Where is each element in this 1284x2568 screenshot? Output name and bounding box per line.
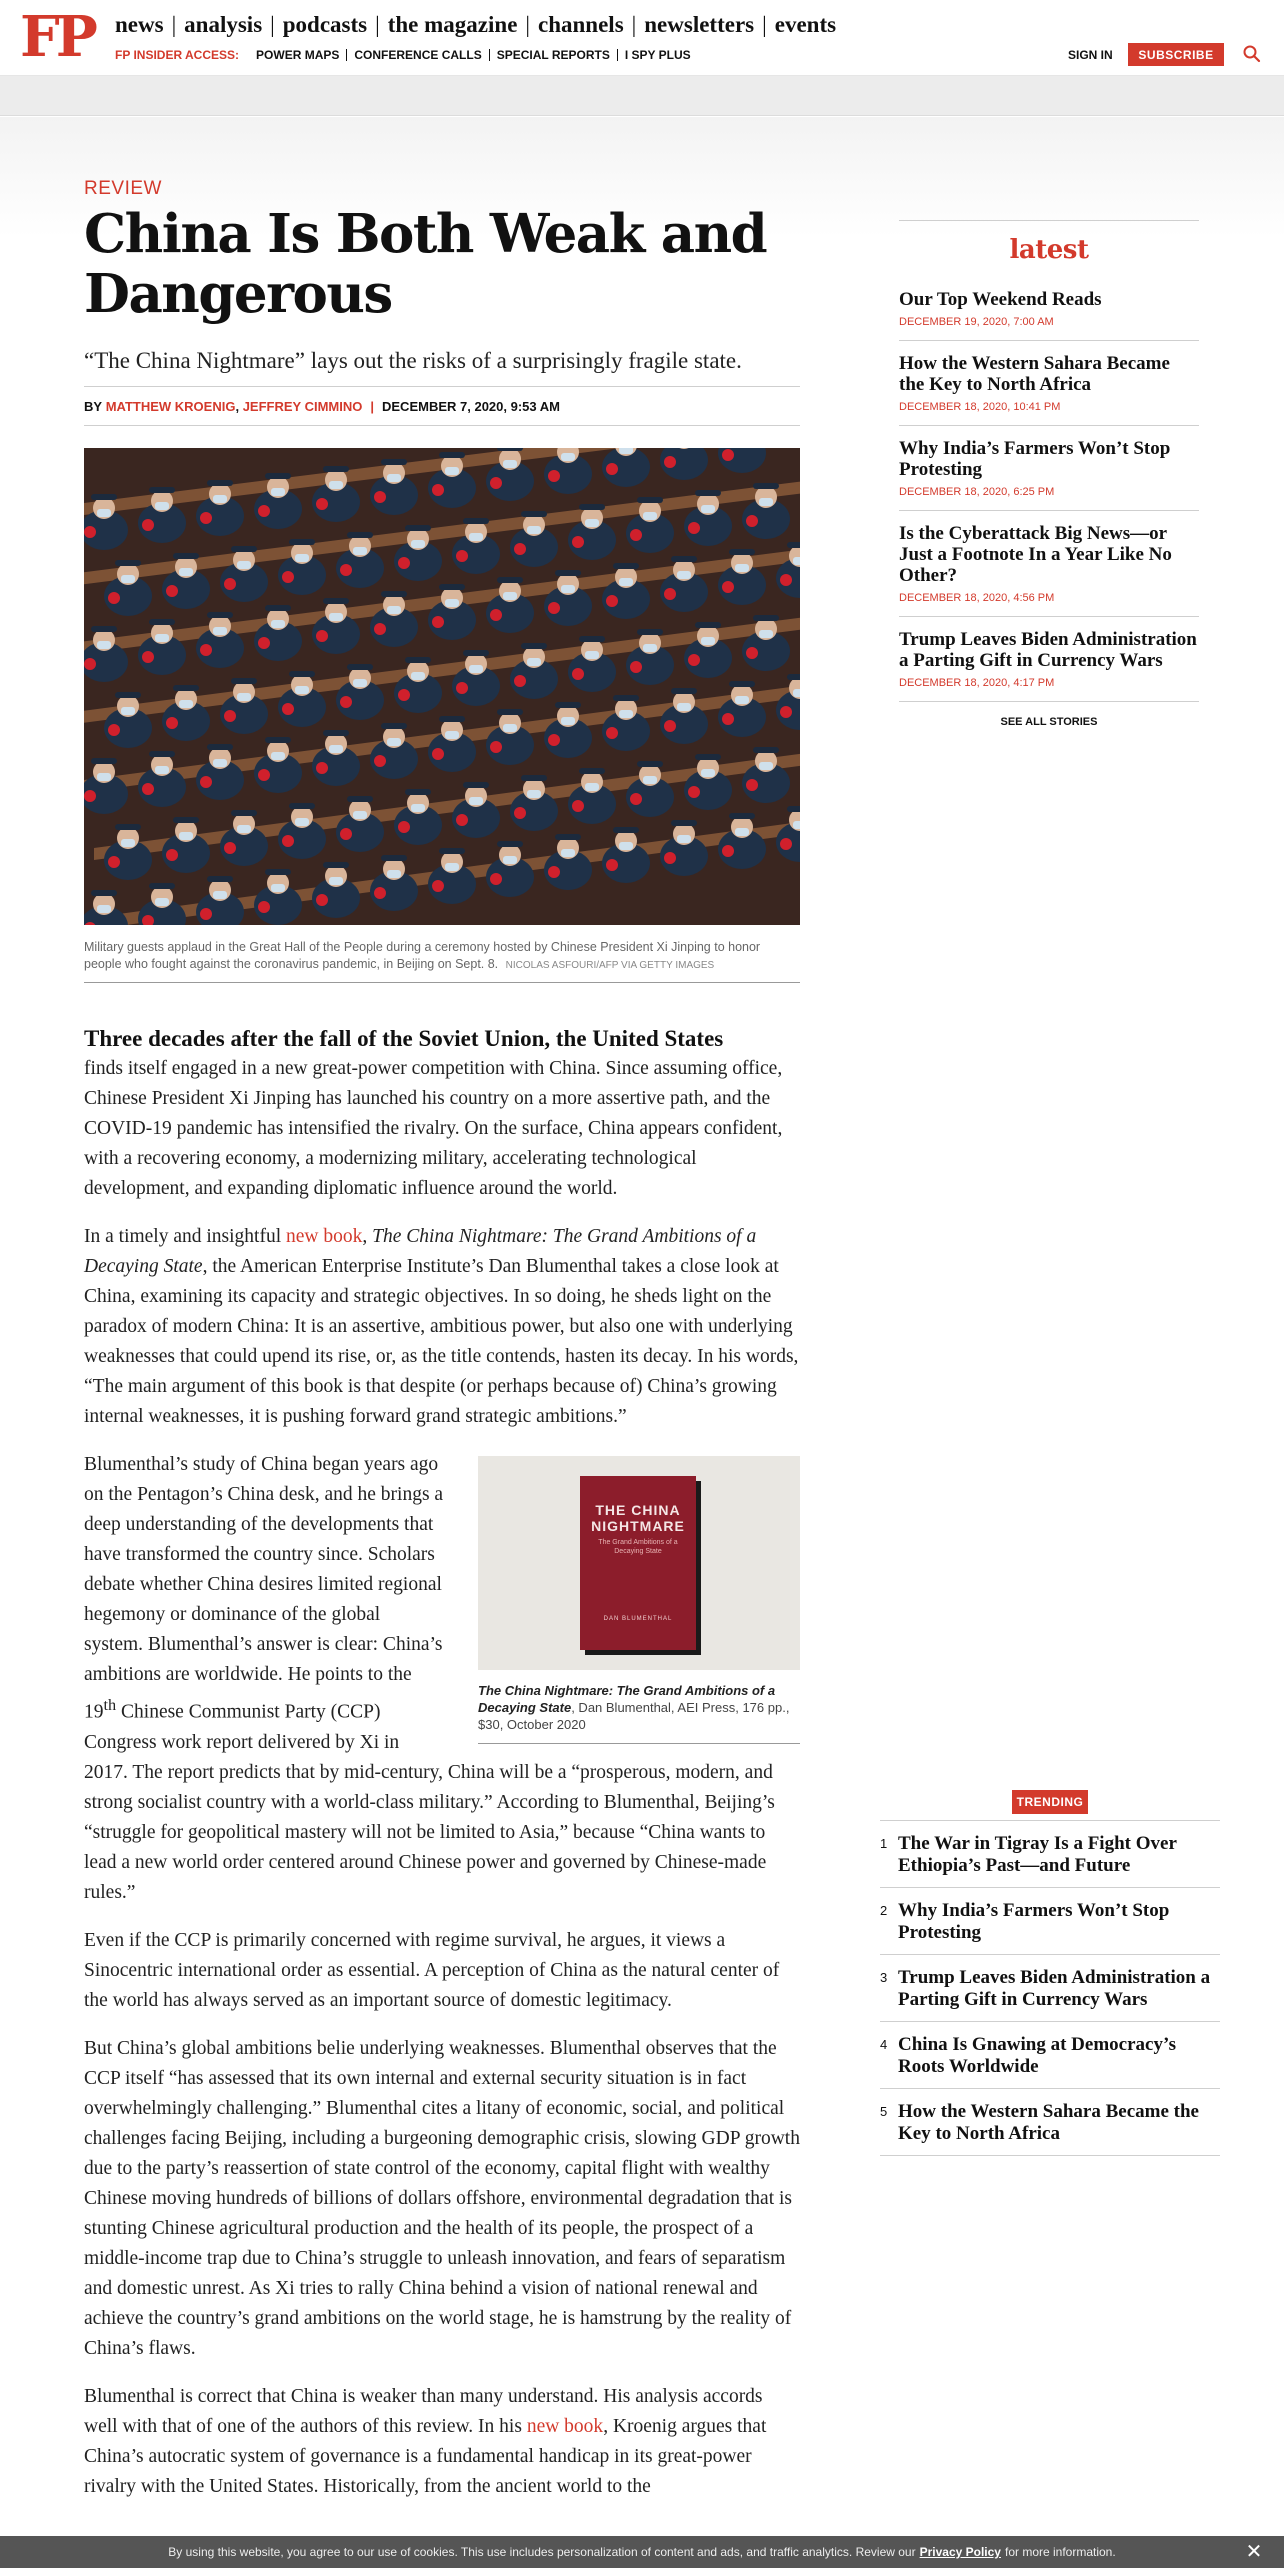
paragraph-6 (84, 2382, 800, 2502)
latest-item-headline[interactable]: How the Western Sahara Became the Key to North Africa (899, 353, 1170, 395)
latest-item-headline[interactable]: Our Top Weekend Reads (899, 289, 1102, 310)
trending-headline[interactable]: Why India’s Farmers Won’t Stop Protesting (898, 1900, 1170, 1943)
latest-item-date: DECEMBER 18, 2020, 4:56 PM (899, 592, 1055, 604)
trending-rank: 5 (880, 2104, 888, 2119)
book-feature (478, 1456, 800, 1744)
sign-in-link[interactable]: SIGN IN (1068, 48, 1113, 62)
latest-item[interactable] (899, 277, 1199, 341)
nav-separator: | (270, 12, 275, 37)
latest-item-date: DECEMBER 19, 2020, 7:00 AM (899, 316, 1054, 328)
nav-news[interactable]: news (115, 12, 164, 37)
book-caption (478, 1682, 800, 1744)
subscribe-button[interactable]: SUBSCRIBE (1128, 43, 1224, 66)
nav-channels[interactable]: channels (538, 12, 624, 37)
book-cover-subtitle: The Grand Ambitions of a Decaying State (598, 1539, 678, 1555)
latest-item-headline[interactable]: Why India’s Farmers Won’t Stop Protesting (899, 438, 1171, 480)
hero-image-artwork (84, 448, 800, 925)
nav-analysis[interactable]: analysis (184, 12, 263, 37)
cookie-banner (0, 2536, 1284, 2568)
latest-item-date: DECEMBER 18, 2020, 10:41 PM (899, 401, 1061, 413)
fp-logo[interactable]: FP (20, 4, 94, 70)
trending-rank: 2 (880, 1903, 888, 1918)
paragraph-2 (84, 1222, 800, 1432)
author-link-kroenig[interactable]: MATTHEW KROENIG (105, 398, 236, 414)
article-body (84, 1024, 800, 2520)
nav-separator: | (525, 12, 531, 37)
paragraph-6-text: , Kroenig argues that China’s autocratic system of governance is a fundamental handicap in its great-power rivalry with the United States. Historically, from the ancient world to the (84, 2415, 767, 2497)
trending-item[interactable] (880, 1955, 1220, 2022)
trending-stories (880, 1790, 1220, 2156)
subnav-power-maps[interactable]: POWER MAPS (249, 49, 347, 61)
nav-separator: | (171, 12, 177, 37)
hero-image (84, 448, 800, 925)
nav-events[interactable]: events (774, 12, 837, 37)
latest-item-headline[interactable]: Trump Leaves Biden Administration a Parting Gift in Currency Wars (899, 629, 1197, 671)
image-credit: NICOLAS ASFOURI/AFP VIA GETTY IMAGES (505, 960, 715, 971)
latest-heading: latest (1009, 235, 1089, 265)
paragraph-6-text: Blumenthal is correct that China is weaker than many understand. His analysis accords well with that of one of the authors of this review. In his (84, 2385, 763, 2437)
main-nav (115, 12, 844, 38)
latest-stories (899, 220, 1199, 728)
trending-headline[interactable]: The War in Tigray Is a Fight Over Ethiopia’s Past—and Future (898, 1833, 1177, 1876)
paragraph-5: But China’s global ambitions belie underlying weaknesses. Blumenthal observes that the CCP itself “has assessed that its own internal and external security situation is in fact overwhelmingly challenging.” Blumenthal cites a litany of economic, social, and political challenges facing Beijing, including a burgeoning demographic crisis, slowing GDP growth due to the party’s reassertion of state control of the economy, capital flight with wealthy Chinese moving hundreds of billions of dollars offshore, environmental degradation that is stunting Chinese agricultural production and the health of its people, the prospect of a middle-income trap due to China’s struggle to unleash innovation, and fears of separatism and domestic unrest. As Xi tries to rally China behind a vision of national renewal and achieve the country’s grand ambitions on the world stage, he is hamstrung by the reality of China’s flaws. (84, 2037, 800, 2359)
site-header (0, 0, 1284, 76)
trending-item[interactable] (880, 2022, 1220, 2089)
ordinal-suffix: th (103, 1696, 117, 1714)
close-icon[interactable]: ✕ (1245, 2541, 1263, 2563)
subnav-special-reports[interactable]: SPECIAL REPORTS (490, 49, 618, 61)
trending-item[interactable] (880, 2089, 1220, 2156)
image-caption (84, 939, 800, 974)
nav-newsletters[interactable]: newsletters (644, 12, 755, 37)
article-kicker[interactable]: REVIEW (84, 178, 162, 199)
insider-nav (115, 48, 698, 62)
see-all-stories-link[interactable]: SEE ALL STORIES (1000, 716, 1098, 728)
book-cover-image[interactable] (580, 1476, 696, 1650)
book-cover-frame (478, 1456, 800, 1670)
byline-divider: | (370, 398, 374, 414)
subnav-conference-calls[interactable]: CONFERENCE CALLS (347, 49, 489, 61)
insider-label: FP INSIDER ACCESS: (115, 48, 240, 62)
latest-item-date: DECEMBER 18, 2020, 4:17 PM (899, 677, 1055, 689)
image-caption-text: Military guests applaud in the Great Hall of the People during a ceremony hosted by Chinese President Xi Jinping to honor people who fought against the coronavirus pandemic, in Beijing on Sept. 8. (84, 940, 761, 971)
ad-band (0, 76, 1284, 116)
nav-the-magazine[interactable]: the magazine (387, 12, 518, 37)
trending-rank: 3 (880, 1970, 888, 1985)
latest-item[interactable] (899, 511, 1199, 617)
paragraph-3-text: Blumenthal’s study of China began years ago on the Pentagon’s China desk, and he brings a deep understanding of the developments that have transformed the country since. Scholars debate whether China desires limited regional hegemony or dominance of the global system. Blumenthal’s answer is clear: China’s ambitions are worldwide. He points to the 19 (84, 1454, 444, 1723)
paragraph-2-text: , the American Enterprise Institute’s Dan Blumenthal takes a close look at China, examining its capacity and strategic objectives. In so doing, he sheds light on the paradox of modern China: It is an assertive, ambitious power, but also one with underlying weaknesses that could upend its rise, or, as the title contends, hasten its decay. In his words, “The main argument of this book is that despite (or perhaps because of) China’s growing internal weaknesses, it is pushing forward grand strategic ambitions.” (84, 1256, 799, 1427)
article-dek: “The China Nightmare” lays out the risks of a surprisingly fragile state. (84, 348, 742, 373)
search-icon[interactable] (1242, 44, 1262, 64)
new-book-link[interactable]: new book (286, 1226, 363, 1247)
nav-separator: | (762, 12, 767, 37)
latest-item[interactable] (899, 426, 1199, 511)
paragraph-1: finds itself engaged in a new great-power competition with China. Since assuming office, Chinese President Xi Jinping has launched his country on a more assertive path, and the COVID-19 pandemic has intensified the rivalry. On the surface, China appears confident, with a recovering economy, a modernizing military, accelerating technological development, and expanding diplomatic influence around the world. (84, 1058, 783, 1199)
book-cover-author: DAN BLUMENTHAL (603, 1616, 673, 1622)
trending-item[interactable] (880, 1821, 1220, 1888)
nav-podcasts[interactable]: podcasts (282, 12, 368, 37)
paragraph-3-text: Chinese Communist Party (CCP) Congress work report delivered by Xi in 2017. The report predicts that by mid-century, China will be a “prosperous, modern, and strong socialist country with a world-class military.” According to Blumenthal, Beijing’s “struggle for geopolitical mastery will not be limited to Asia,” because “China wants to lead a new world order centered around Chinese power and governed by Chinese-made rules.” (84, 1701, 775, 1903)
nav-separator: | (631, 12, 637, 37)
cookie-text-end: for more information. (1004, 2545, 1116, 2559)
trending-headline[interactable]: Trump Leaves Biden Administration a Parting Gift in Currency Wars (898, 1967, 1211, 2010)
byline (84, 386, 800, 426)
publish-date: DECEMBER 7, 2020, 9:53 AM (382, 398, 560, 414)
kroenig-book-link[interactable]: new book (526, 2415, 604, 2437)
book-title-inline: The China Nightmare: The Grand Ambitions of a Decaying State (84, 1226, 757, 1277)
paragraph-4: Even if the CCP is primarily concerned with regime survival, he argues, it views a Sinocentric international order as essential. A perception of China as the natural center of the world has always served as an important source of domestic legitimacy. (84, 1929, 780, 2011)
book-caption-title: The China Nightmare: The Grand Ambitions of a Decaying State (478, 1683, 776, 1715)
trending-badge: TRENDING (1012, 1790, 1088, 1814)
paragraph-2-text: , (362, 1226, 373, 1247)
subnav-i-spy-plus[interactable]: I SPY PLUS (624, 48, 691, 62)
latest-item[interactable] (899, 617, 1199, 702)
latest-item[interactable] (899, 341, 1199, 426)
author-link-cimmino[interactable]: JEFFREY CIMMINO (242, 398, 363, 414)
cookie-text: By using this website, you agree to our use of cookies. This use includes personalization of content and ads, and traffic analytics. Review our (168, 2545, 916, 2559)
latest-item-date: DECEMBER 18, 2020, 6:25 PM (899, 486, 1055, 498)
nav-separator: | (375, 12, 380, 37)
caption-divider (84, 982, 800, 983)
privacy-policy-link[interactable]: Privacy Policy (919, 2545, 1001, 2559)
paragraph-2-text: In a timely and insightful (84, 1226, 287, 1247)
latest-item-headline[interactable]: Is the Cyberattack Big News—or Just a Footnote In a Year Like No Other? (899, 523, 1172, 586)
trending-rank: 1 (880, 1836, 888, 1851)
book-cover-title: THE CHINA NIGHTMARE (591, 1502, 685, 1534)
author-separator: , (235, 398, 240, 414)
trending-headline[interactable]: China Is Gnawing at Democracy’s Roots Worldwide (898, 2034, 1176, 2077)
trending-headline[interactable]: How the Western Sahara Became the Key to North Africa (898, 2101, 1199, 2144)
trending-rank: 4 (880, 2037, 888, 2052)
trending-item[interactable] (880, 1888, 1220, 1955)
book-caption-details: , Dan Blumenthal, AEI Press, 176 pp., $30, October 2020 (478, 1700, 790, 1732)
lead-sentence: Three decades after the fall of the Soviet Union, the United States (84, 1026, 724, 1051)
article-headline: China Is Both Weak and Dangerous (84, 203, 767, 325)
byline-prefix: BY (84, 398, 103, 414)
